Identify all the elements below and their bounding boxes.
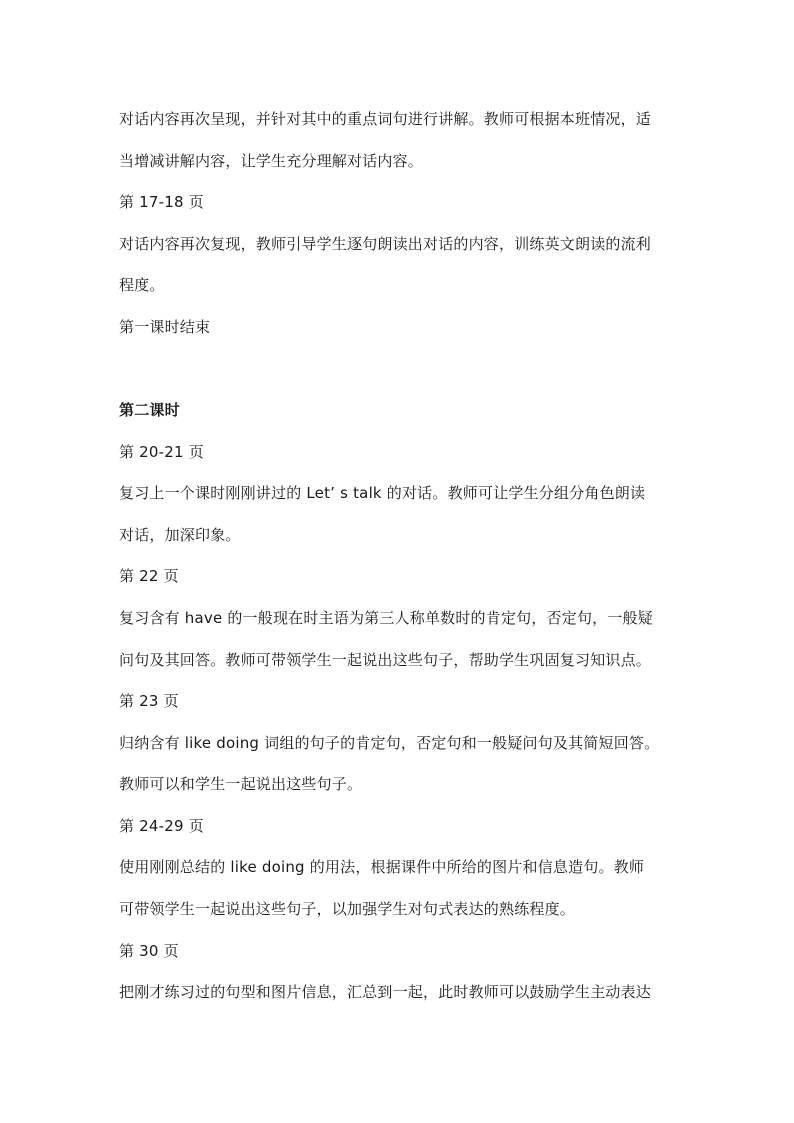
paragraph-line: 程度。 <box>119 276 165 294</box>
page-reference-heading: 第 30 页 <box>119 942 179 960</box>
lesson-heading: 第二课时 <box>119 401 180 419</box>
paragraph-line: 复习含有 have 的一般现在时主语为第三人称单数时的肯定句，否定句，一般疑 <box>119 609 653 627</box>
paragraph-line: 当增减讲解内容，让学生充分理解对话内容。 <box>119 152 424 170</box>
page-reference-heading: 第 22 页 <box>119 567 179 585</box>
page-reference-heading: 第 17-18 页 <box>119 193 204 211</box>
paragraph-line: 可带领学生一起说出这些句子，以加强学生对句式表达的熟练程度。 <box>119 900 576 918</box>
paragraph-line: 把刚才练习过的句型和图片信息，汇总到一起，此时教师可以鼓励学生主动表达 <box>119 983 652 1001</box>
paragraph-line: 归纳含有 like doing 词组的句子的肯定句，否定句和一般疑问句及其简短回答。 <box>119 734 660 752</box>
paragraph-line: 使用刚刚总结的 like doing 的用法，根据课件中所给的图片和信息造句。教师 <box>119 858 645 876</box>
page-reference-heading: 第 20-21 页 <box>119 443 204 461</box>
paragraph-line: 对话，加深印象。 <box>119 526 241 544</box>
paragraph-line: 对话内容再次呈现，并针对其中的重点词句进行讲解。教师可根据本班情况，适 <box>119 110 652 128</box>
paragraph-line: 复习上一个课时刚刚讲过的 Let’ s talk 的对话。教师可让学生分组分角色朗读 <box>119 484 646 502</box>
page-reference-heading: 第 23 页 <box>119 692 179 710</box>
paragraph-line: 教师可以和学生一起说出这些句子。 <box>119 775 363 793</box>
paragraph-line: 问句及其回答。教师可带领学生一起说出这些句子，帮助学生巩固复习知识点。 <box>119 651 652 669</box>
page-reference-heading: 第 24-29 页 <box>119 817 204 835</box>
paragraph-line: 对话内容再次复现，教师引导学生逐句朗读出对话的内容，训练英文朗读的流利 <box>119 235 652 253</box>
lesson-end-text: 第一课时结束 <box>119 318 211 336</box>
